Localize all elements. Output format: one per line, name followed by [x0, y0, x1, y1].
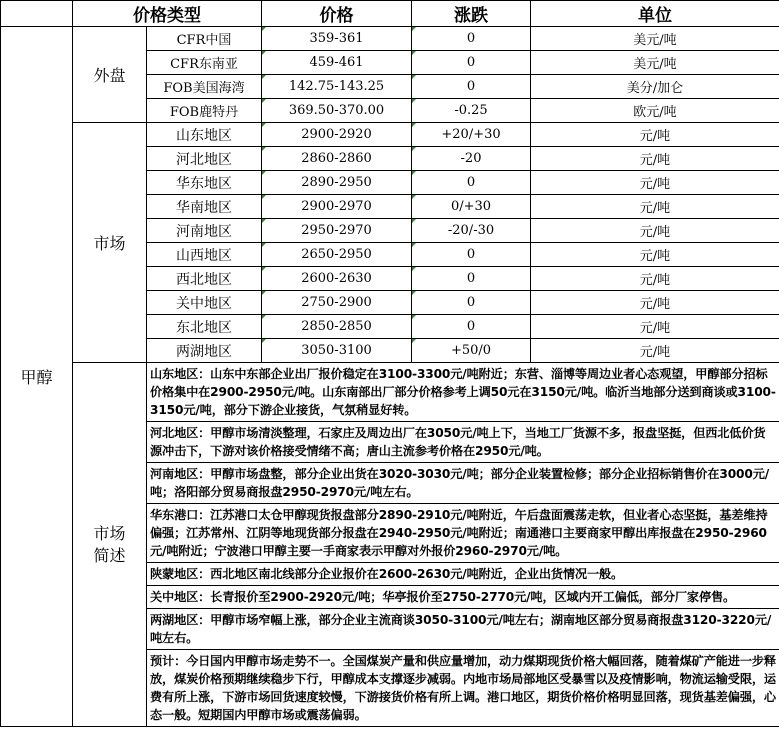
unit-value: 美元/吨: [531, 27, 779, 51]
region-name: CFR东南亚: [147, 51, 262, 75]
region-name: FOB鹿特丹: [147, 99, 262, 123]
price-row: [1, 123, 779, 147]
change-value: 0: [412, 51, 531, 75]
header-price: 价格: [262, 1, 412, 27]
header-unit: 单位: [531, 1, 779, 27]
change-value: 0: [412, 267, 531, 291]
region-name: 山东地区: [147, 123, 262, 147]
price-value: 142.75-143.25: [262, 75, 412, 99]
unit-value: 欧元/吨: [531, 99, 779, 123]
unit-value: 元/吨: [531, 291, 779, 315]
price-value: 2860-2860: [262, 147, 412, 171]
unit-value: 元/吨: [531, 339, 779, 363]
summary-content: [147, 363, 779, 727]
region-name: 山西地区: [147, 243, 262, 267]
change-value: 0: [412, 291, 531, 315]
summary-paragraph: 陕蒙地区：西北地区南北线部分企业报价在2600-2630元/吨附近，企业出货情况一般。: [147, 563, 779, 586]
unit-value: 元/吨: [531, 219, 779, 243]
price-value: 2600-2630: [262, 267, 412, 291]
region-name: 西北地区: [147, 267, 262, 291]
change-value: 0: [412, 27, 531, 51]
price-value: 2890-2950: [262, 171, 412, 195]
change-value: +50/0: [412, 339, 531, 363]
change-value: 0: [412, 315, 531, 339]
summary-paragraph: 关中地区：长青报价至2900-2920元/吨；华亭报价至2750-2770元/吨，区域内开工偏低，部分厂家停售。: [147, 586, 779, 609]
change-value: 0: [412, 75, 531, 99]
summary-paragraph: 山东地区：山东中东部企业出厂报价稳定在3100-3300元/吨附近；东营、淄博等周边业者心态观望，甲醇部分招标价格集中在2900-2950元/吨。山东南部出厂部分价格参考上调50元在3150元/吨。临沂当地部分送到商谈或3100-3150元/吨，部分下游企业接货，气氛稍显好转。: [147, 363, 779, 422]
price-value: 2900-2970: [262, 195, 412, 219]
summary-paragraph: 华东港口：江苏港口太仓甲醇现货报盘部分2890-2910元/吨附近，午后盘面震荡走软，但业者心态坚挺，基差维持偏强；江苏常州、江阴等地现货部分报盘在2940-2950元/吨附近；南通港口主要商家甲醇出库报盘在2950-2960元/吨附近；宁波港口甲醇主要一手商家表示甲醇对外报价2960-2970元/吨。: [147, 504, 779, 563]
region-name: 河南地区: [147, 219, 262, 243]
header-blank: [1, 1, 73, 27]
domestic-market-label: 市场: [73, 123, 147, 363]
unit-value: 元/吨: [531, 171, 779, 195]
region-name: 华东地区: [147, 171, 262, 195]
summary-paragraph: 预计：今日国内甲醇市场走势不一。全国煤炭产量和供应量增加，动力煤期现货价格大幅回落，随着煤矿产能进一步释放，煤炭价格预期继续稳步下行，甲醇成本支撑逐步减弱。内地市场局部地区受暴雪以及疫情影响，物流运输受限，运费有所上涨，下游市场回货速度较慢，下游接货价格有所上调。港口地区，期货价格价格明显回落，现货基差偏强，心态一般。短期国内甲醇市场或震荡偏弱。: [150, 654, 776, 722]
price-value: 2900-2920: [262, 123, 412, 147]
region-name: FOB美国海湾: [147, 75, 262, 99]
summary-paragraph: 两湖地区：甲醇市场窄幅上涨，部分企业主流商谈3050-3100元/吨左右；湖南地区部分贸易商报盘3120-3220元/吨左右。: [147, 609, 779, 650]
change-value: -20/-30: [412, 219, 531, 243]
unit-value: 元/吨: [531, 123, 779, 147]
region-name: 两湖地区: [147, 339, 262, 363]
product-name: 甲醇: [1, 27, 73, 727]
region-name: CFR中国: [147, 27, 262, 51]
change-value: +20/+30: [412, 123, 531, 147]
summary-paragraph: 河南地区：甲醇市场盘整，部分企业出货在3020-3030元/吨；部分企业装置检修；部分企业招标销售价在3000元/吨；洛阳部分贸易商报盘2950-2970元/吨左右。: [147, 463, 779, 504]
change-value: -20: [412, 147, 531, 171]
unit-value: 元/吨: [531, 147, 779, 171]
change-value: -0.25: [412, 99, 531, 123]
region-name: 东北地区: [147, 315, 262, 339]
unit-value: 元/吨: [531, 315, 779, 339]
price-value: 2950-2970: [262, 219, 412, 243]
price-value: 3050-3100: [262, 339, 412, 363]
unit-value: 元/吨: [531, 243, 779, 267]
change-value: 0: [412, 243, 531, 267]
header-row: [1, 1, 779, 27]
summary-label: [73, 363, 147, 727]
region-name: 河北地区: [147, 147, 262, 171]
price-row: [1, 27, 779, 51]
price-value: 2850-2850: [262, 315, 412, 339]
foreign-market-label: 外盘: [73, 27, 147, 123]
price-value: 369.50-370.00: [262, 99, 412, 123]
summary-row: [1, 363, 779, 727]
unit-value: 美分/加仑: [531, 75, 779, 99]
price-value: 459-461: [262, 51, 412, 75]
price-value: 2750-2900: [262, 291, 412, 315]
summary-label-text: 市场简述: [93, 523, 126, 565]
header-price-type: 价格类型: [73, 1, 262, 27]
header-change: 涨跌: [412, 1, 531, 27]
unit-value: 美元/吨: [531, 51, 779, 75]
change-value: 0/+30: [412, 195, 531, 219]
region-name: 关中地区: [147, 291, 262, 315]
price-value: 2650-2950: [262, 243, 412, 267]
change-value: 0: [412, 171, 531, 195]
region-name: 华南地区: [147, 195, 262, 219]
unit-value: 元/吨: [531, 267, 779, 291]
unit-value: 元/吨: [531, 195, 779, 219]
summary-paragraph: 河北地区：甲醇市场清淡整理，石家庄及周边出厂在3050元/吨上下，当地工厂货源不多，报盘坚挺，但西北低价货源冲击下，下游对该价格接受情绪不高；唐山主流参考价格在2950元/吨。: [147, 422, 779, 463]
price-value: 359-361: [262, 27, 412, 51]
